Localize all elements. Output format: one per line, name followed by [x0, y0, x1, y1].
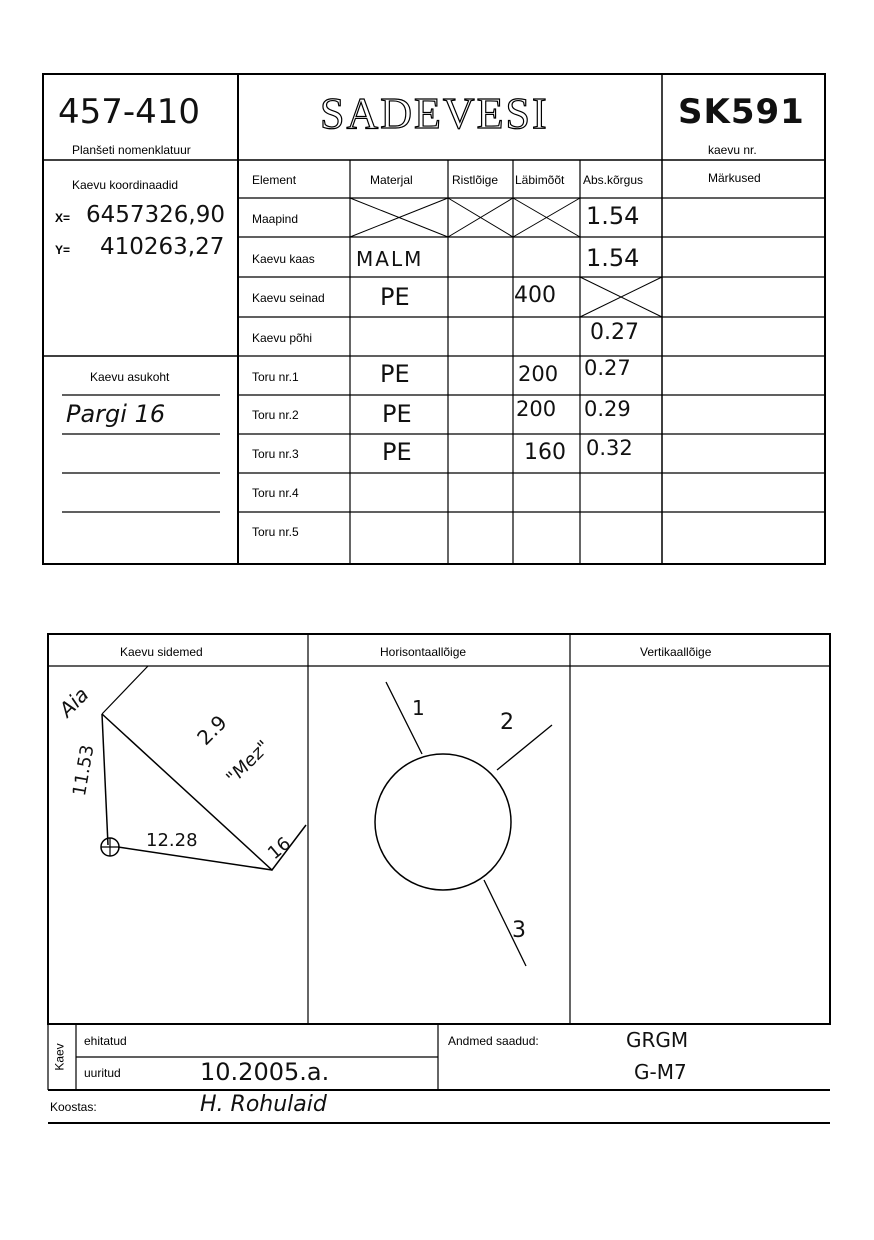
compiler-signature: H. Rohulaid: [200, 1092, 327, 1117]
row-label: Kaevu põhi: [252, 331, 313, 345]
cell-elevation: 1.54: [586, 202, 640, 230]
house-name-label: "Mez": [222, 736, 275, 789]
cell-material: PE: [382, 400, 412, 428]
built-label: ehitatud: [84, 1034, 127, 1048]
nomenclature-value: 457-410: [58, 92, 201, 132]
coordinates-label: Kaevu koordinaadid: [72, 178, 179, 192]
col-header-elevation: Abs.kõrgus: [583, 173, 644, 187]
distance-label-1: 11.53: [68, 743, 99, 798]
col-header-material: Materjal: [370, 173, 413, 187]
nomenclature-label: Planšeti nomenklatuur: [72, 143, 191, 157]
location-label: Kaevu asukoht: [90, 370, 170, 384]
cell-material: MALM: [356, 247, 424, 271]
data-source-2: G-M7: [634, 1060, 687, 1084]
pipe-label-3: 3: [512, 918, 526, 943]
well-number-label: kaevu nr.: [708, 143, 757, 157]
x-label: X=: [55, 211, 71, 225]
well-number-value: SK591: [678, 92, 805, 132]
y-label: Y=: [55, 243, 71, 257]
row-label: Toru nr.1: [252, 370, 299, 384]
pipe-label-2: 2: [500, 710, 514, 735]
cell-material: PE: [382, 438, 412, 466]
ties-header: Kaevu sidemed: [120, 645, 203, 659]
well-section-label: Kaev: [52, 1043, 67, 1071]
cell-diameter: 200: [516, 397, 557, 421]
row-label: Kaevu kaas: [252, 252, 315, 266]
row-label: Maapind: [252, 212, 299, 226]
cell-material: PE: [380, 360, 410, 388]
cell-diameter: 400: [514, 283, 556, 308]
col-header-diameter: Läbimõõt: [515, 173, 565, 187]
row-label: Toru nr.3: [252, 447, 299, 461]
y-value: 410263,27: [100, 234, 225, 260]
distance-label-3: 12.28: [146, 830, 198, 851]
col-header-cross-section: Ristlõige: [452, 173, 499, 187]
house-number-label: 16: [263, 833, 295, 864]
pipe-label-1: 1: [412, 696, 425, 720]
data-source-label: Andmed saadud:: [448, 1034, 539, 1048]
street-label: Aia: [54, 682, 94, 722]
row-label: Toru nr.2: [252, 408, 299, 422]
col-header-notes: Märkused: [708, 171, 761, 185]
cell-elevation: 1.54: [586, 244, 640, 272]
cell-material: PE: [380, 283, 410, 311]
x-value: 6457326,90: [86, 202, 226, 228]
cell-elevation: 0.27: [584, 356, 631, 380]
cell-diameter: 160: [524, 440, 566, 465]
cell-elevation: 0.27: [590, 320, 639, 345]
cell-diameter: 200: [518, 362, 559, 386]
compiler-label: Koostas:: [50, 1100, 97, 1114]
col-header-element: Element: [252, 173, 297, 187]
row-label: Toru nr.5: [252, 525, 299, 539]
cell-elevation: 0.32: [586, 436, 633, 460]
location-value: Pargi 16: [66, 400, 166, 428]
surveyed-label: uuritud: [84, 1066, 121, 1080]
row-label: Kaevu seinad: [252, 291, 325, 305]
distance-label-2: 2.9: [192, 710, 232, 750]
cell-elevation: 0.29: [584, 397, 631, 421]
horizontal-section-header: Horisontaallõige: [380, 645, 467, 659]
data-source-1: GRGM: [626, 1028, 689, 1052]
surveyed-value: 10.2005.a.: [200, 1058, 330, 1086]
page-title: SADEVESI: [320, 89, 549, 138]
row-label: Toru nr.4: [252, 486, 299, 500]
vertical-section-header: Vertikaallõige: [640, 645, 712, 659]
